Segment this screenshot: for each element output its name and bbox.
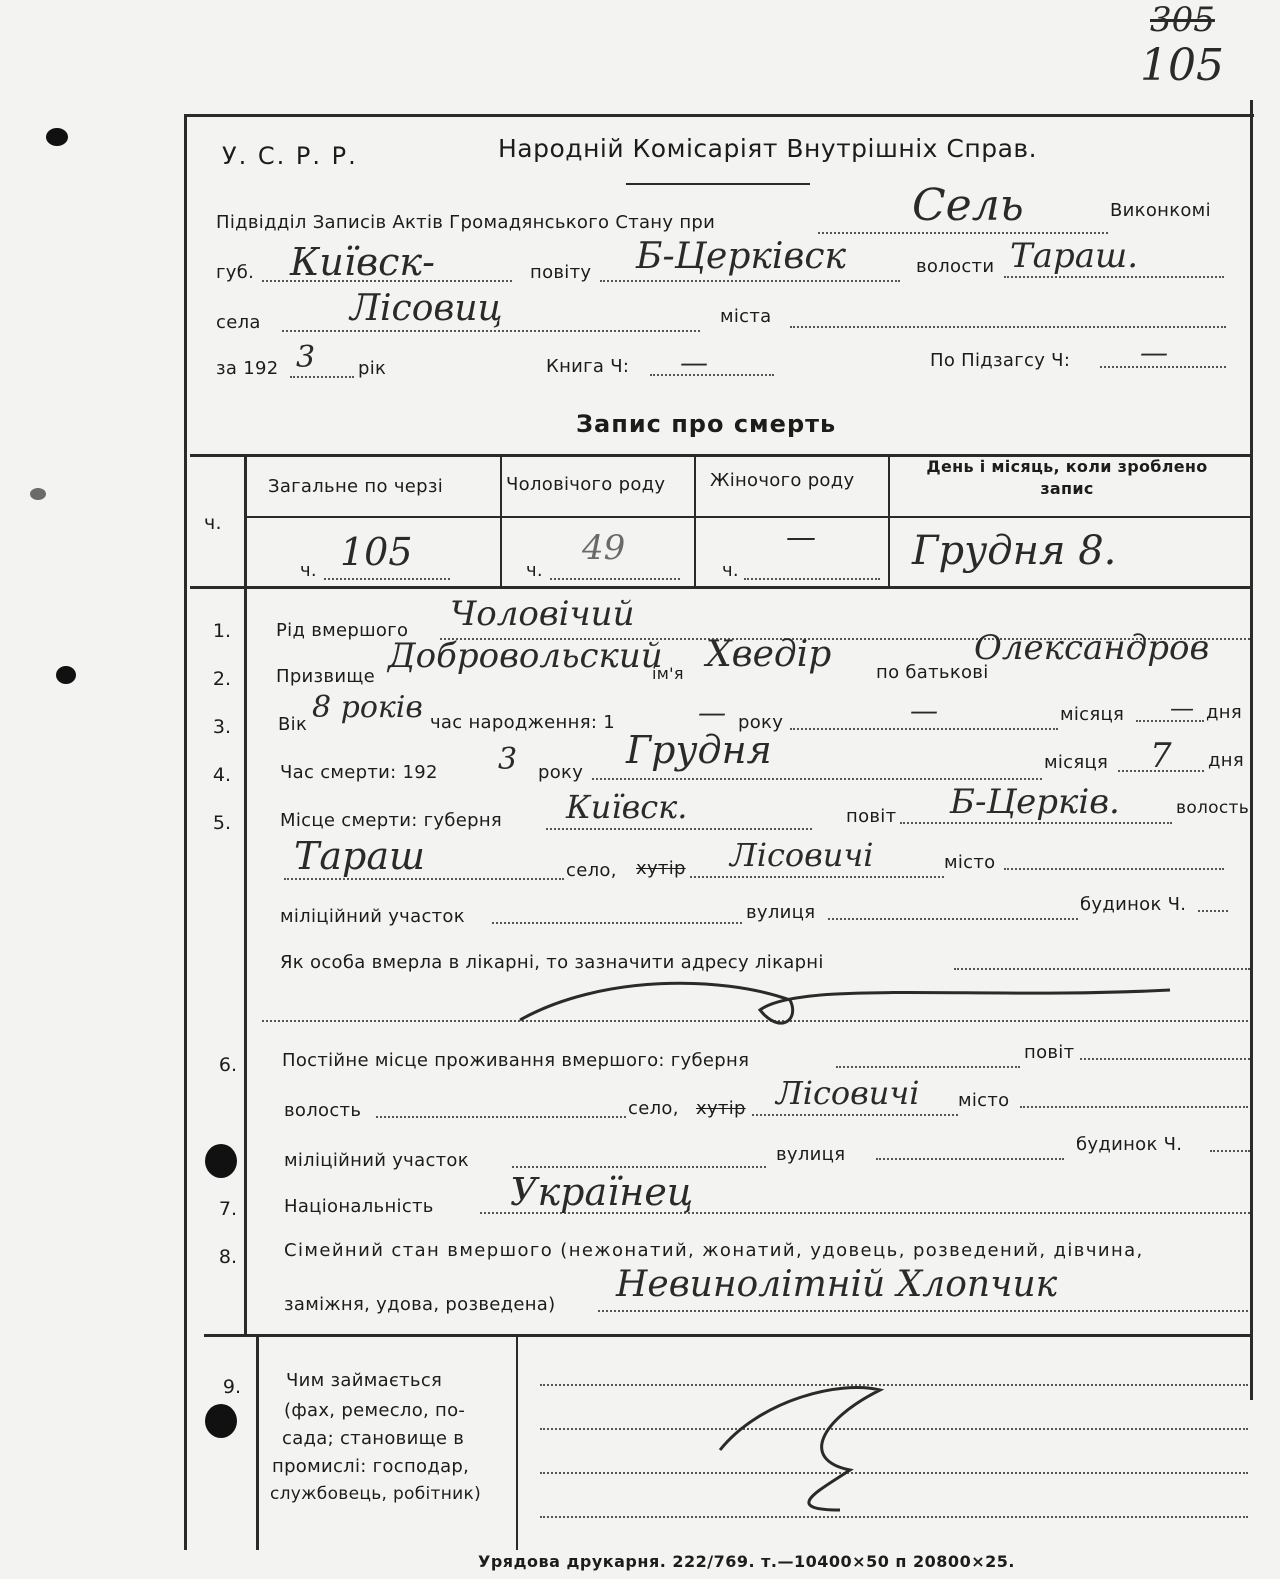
- f1-value: Чоловічий: [450, 594, 635, 634]
- printer-footer: Урядова друкарня. 222/769. т.—10400×50 п 20800×25.: [478, 1552, 1015, 1571]
- binder-hole: [56, 666, 76, 684]
- f9-label-line: Чим займається: [286, 1370, 443, 1391]
- f6-label: Постійне місце проживання вмершого: губерня: [282, 1050, 750, 1071]
- f5-gub-value: Київск.: [566, 788, 688, 826]
- f6-selo-value: Лісовичі: [776, 1074, 920, 1112]
- f2-name-value: Хведір: [706, 634, 832, 675]
- subrecord-value: —: [1140, 336, 1168, 369]
- selo-value: Лісовиц: [350, 288, 503, 329]
- f3-age-value: 8 років: [312, 690, 423, 725]
- f9-label-line: (фах, ремесло, по-: [284, 1400, 466, 1421]
- table-row-label: ч.: [204, 512, 222, 534]
- povit-value: Б-Церківск: [636, 236, 846, 277]
- field-number: 6.: [218, 1054, 238, 1076]
- year-prefix: за 192: [216, 358, 279, 379]
- f4-month-value: Грудня: [626, 728, 772, 772]
- general-prefix: ч.: [300, 560, 317, 581]
- field-number: 5.: [212, 812, 232, 834]
- f5-misto-label: місто: [944, 852, 996, 873]
- f3-month-label: місяця: [1060, 704, 1125, 725]
- povit-label: повіту: [530, 262, 592, 283]
- f9-label-line: службовець, робітник): [270, 1484, 482, 1504]
- f2-surname-value: Добровольский: [388, 636, 663, 676]
- header-divider: [626, 183, 810, 185]
- field-number: 9.: [222, 1376, 242, 1398]
- f5-povit-value: Б-Церків.: [950, 782, 1120, 822]
- f7-value: Українец: [510, 1170, 694, 1214]
- ministry-title: Народній Комісаріят Внутрішніх Справ.: [498, 134, 1038, 163]
- binder-hole: [30, 488, 46, 500]
- f3-birth-label: час народження: 1: [430, 712, 615, 733]
- f9-label-line: промислі: господар,: [272, 1456, 470, 1477]
- field-number: 7.: [218, 1198, 238, 1220]
- header-male: Чоловічого роду: [506, 474, 666, 495]
- f5-street-label: вулиця: [746, 902, 816, 923]
- subrecord-label: По Підзагсу Ч:: [930, 350, 1071, 371]
- page-title: Запис про смерть: [576, 410, 837, 438]
- f6-militia-label: міліційний участок: [284, 1150, 469, 1171]
- f5-khutir-label: хутір: [636, 858, 686, 879]
- f5-house-label: будинок Ч.: [1080, 894, 1187, 915]
- f2-patronymic-label: по батькові: [876, 662, 989, 683]
- f2-surname-label: Призвище: [276, 666, 375, 687]
- f3-year-suffix: року: [738, 712, 784, 733]
- f6-khutir-label: хутір: [696, 1098, 746, 1119]
- f6-povit-label: повіт: [1024, 1042, 1075, 1063]
- form-right-border: [1250, 100, 1253, 1400]
- male-number: 49: [582, 528, 626, 568]
- header-female: Жіночого роду: [710, 470, 855, 491]
- executive-committee-label-text: Виконкомі: [1110, 200, 1211, 221]
- f4-day-value: 7: [1150, 736, 1172, 776]
- volost-label: волости: [916, 256, 995, 277]
- f6-volost-label: волость: [284, 1100, 362, 1121]
- f2-patronymic-value: Олександров: [974, 628, 1210, 668]
- subdivision-label: Підвідділ Записів Актів Громадянського Стану при: [216, 212, 716, 233]
- f3-age-label: Вік: [278, 714, 308, 735]
- f1-label: Рід вмершого: [276, 620, 409, 641]
- archive-page-number: 105: [1140, 40, 1224, 91]
- year-digit: 3: [296, 340, 316, 375]
- f3-day-value: —: [1170, 694, 1194, 722]
- handwritten-dash-stroke: [700, 1360, 940, 1520]
- f5-selo-label: село,: [566, 860, 617, 881]
- f6-street-label: вулиця: [776, 1144, 846, 1165]
- binder-hole: [205, 1144, 237, 1178]
- f4-label: Час смерти: 192: [280, 762, 438, 783]
- f5-povit-label: повіт: [846, 806, 897, 827]
- field-number: 2.: [212, 668, 232, 690]
- field-number: 4.: [212, 764, 232, 786]
- book-label: Книга Ч:: [546, 356, 630, 377]
- f6-house-label: будинок Ч.: [1076, 1134, 1183, 1155]
- header-general: Загальне по черзі: [268, 476, 444, 497]
- form-top-border: [184, 114, 1254, 117]
- f4-month-label: місяця: [1044, 752, 1109, 773]
- f4-year-suffix: року: [538, 762, 584, 783]
- f3-month-value: —: [910, 694, 938, 727]
- f5-militia-label: міліційний участок: [280, 906, 465, 927]
- f8-label-line1: Сімейний стан вмершого (нежонатий, жонатий, удовець, розведений, дівчина,: [284, 1240, 1144, 1261]
- f9-label-line: сада; становище в: [282, 1428, 465, 1449]
- f5-volost-label: волость: [1176, 798, 1250, 818]
- female-prefix: ч.: [722, 560, 739, 581]
- header-date: День і місяць, коли зроблено запис: [926, 457, 1208, 498]
- field-number: 8.: [218, 1246, 238, 1268]
- gub-value: Київск-: [290, 240, 435, 284]
- f3-day-label: дня: [1206, 702, 1242, 723]
- f6-selo-label: село,: [628, 1098, 679, 1119]
- f3-year-value: —: [698, 696, 726, 729]
- f4-day-label: дня: [1208, 750, 1244, 771]
- book-value: —: [680, 346, 708, 379]
- subdivision-value: Сель: [912, 180, 1024, 231]
- f5-label: Місце смерти: губерня: [280, 810, 503, 831]
- f8-value: Невинолітній Хлопчик: [616, 1264, 1058, 1305]
- male-prefix: ч.: [526, 560, 543, 581]
- f8-label-line2: заміжня, удова, розведена): [284, 1294, 556, 1315]
- year-suffix: рік: [358, 358, 387, 379]
- misto-label: міста: [720, 306, 772, 327]
- form-left-border: [184, 114, 187, 1550]
- f5-volost-value: Тараш: [294, 834, 425, 878]
- f6-misto-label: місто: [958, 1090, 1010, 1111]
- field-number: 3.: [212, 716, 232, 738]
- female-number: —: [786, 520, 816, 555]
- binder-hole: [46, 128, 68, 146]
- archive-old-number: 305: [1150, 0, 1215, 40]
- field-number: 1.: [212, 620, 232, 642]
- binder-hole: [205, 1404, 237, 1438]
- f5-hospital-label: Як особа вмерла в лікарні, то зазначити адресу лікарні: [280, 952, 824, 973]
- republic-label: У. С. Р. Р.: [222, 142, 358, 170]
- f7-label: Національність: [284, 1196, 434, 1217]
- f5-selo-value: Лісовичі: [730, 836, 874, 874]
- handwritten-dash-stroke: [480, 970, 1180, 1040]
- general-number: 105: [340, 530, 413, 574]
- f2-name-label: ім'я: [652, 664, 684, 683]
- volost-value: Тараш.: [1010, 236, 1138, 276]
- record-date: Грудня 8.: [912, 528, 1117, 574]
- gub-label: губ.: [216, 262, 255, 283]
- selo-label: села: [216, 312, 261, 333]
- f4-year-digit: 3: [498, 742, 518, 777]
